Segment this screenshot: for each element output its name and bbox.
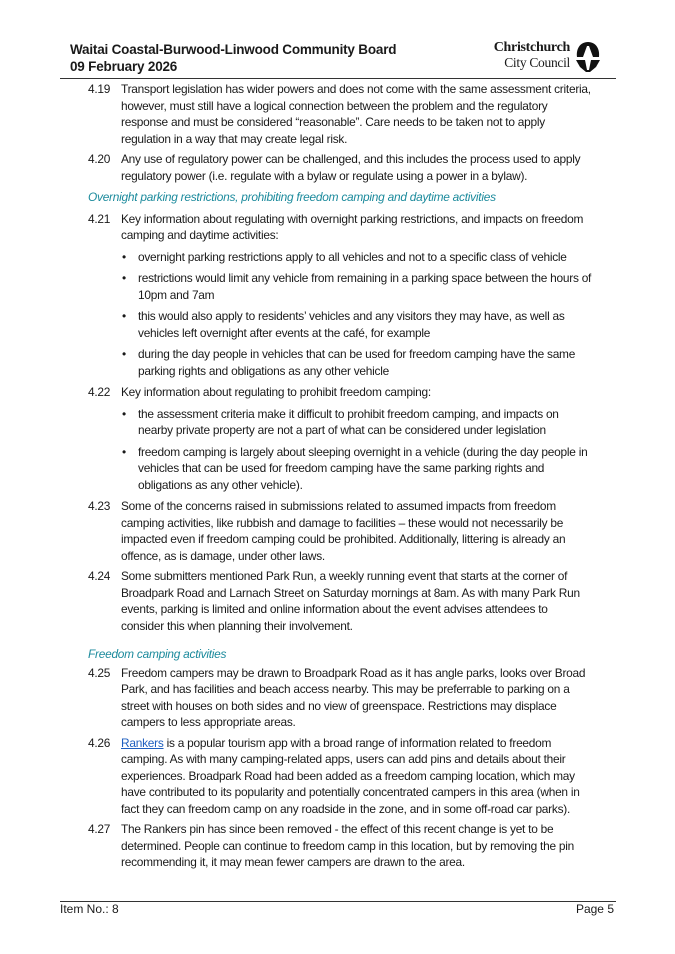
item-number: Item No.: 8 (60, 902, 119, 916)
text-line: during the day people in vehicles that can be used for freedom camping have the same (138, 347, 576, 361)
text-line: camping. As with many camping-related apps, users can add pins and details about their (121, 752, 566, 766)
logo-line2: City Council (504, 55, 570, 70)
bullet-icon: • (122, 444, 126, 459)
numbered-paragraph (88, 384, 618, 401)
bullet-item (88, 346, 618, 379)
text-line: offence, as is damage, under other laws. (121, 548, 325, 563)
paragraph-number: 4.21 (88, 211, 111, 226)
bullet-icon: • (122, 309, 126, 323)
text-line: recommending it, it may mean fewer campers are drawn to the area. (121, 855, 465, 869)
logo-line1: Christchurch (493, 40, 570, 55)
text-line: fact they can freedom camp on any roadside in the zone, and in some off-road car parks). (121, 801, 571, 816)
numbered-paragraph (88, 211, 618, 244)
text-line: obligations as any other vehicle). (138, 477, 303, 492)
text-line: Key information about regulating to prohibit freedom camping: (121, 385, 431, 399)
text-line-rest: is a popular tourism app with a broad range of information related to freedom (163, 735, 552, 750)
text-line: campers to less appropriate areas. (121, 715, 296, 729)
bullet-item (88, 308, 618, 341)
text-line: Some of the concerns raised in submissions related to assumed impacts from freedom (121, 499, 556, 513)
numbered-paragraph (88, 568, 618, 634)
text-line: impacted even if freedom camping could be prohibited. Additionally, littering is already an (121, 532, 566, 546)
bullet-icon: • (122, 271, 126, 285)
bullet-item (88, 249, 618, 266)
text-line (121, 735, 618, 752)
bullet-item (88, 270, 618, 303)
footer-rule (60, 901, 616, 902)
board-name: Waitai Coastal-Burwood-Linwood Community Board (70, 42, 397, 57)
text-line: camping activities, like rubbish and damage to facilities – these would not necessarily be (121, 515, 564, 530)
text-line: vehicles left overnight after events at the café, for example (138, 325, 431, 340)
text-line: parking rights and obligations as any other vehicle (138, 363, 389, 378)
text-line: determined. People can continue to freedom camp in this location, but by removing the pin (121, 838, 574, 853)
text-line: events, parking is limited and online information about the event advises attendees to (121, 602, 548, 616)
text-line: Some submitters mentioned Park Run, a weekly running event that starts at the corner of (121, 569, 568, 583)
text-line: overnight parking restrictions apply to all vehicles and not to a specific class of vehicle (138, 249, 567, 264)
bullet-item (88, 444, 618, 494)
header-rule (60, 78, 616, 79)
text-line: Broadpark Road and Larnach Street on Saturday mornings at 8am. As with many Park Run (121, 585, 580, 600)
text-line: experiences. Broadpark Road had been added as a freedom camping location, which may (121, 768, 575, 783)
numbered-paragraph (88, 81, 618, 147)
text-line: nearby private property are not a part of what can be considered under legislation (138, 423, 546, 437)
text-line: Freedom campers may be drawn to Broadpark Road as it has angle parks, looks over Broad (121, 665, 586, 680)
text-line: the assessment criteria make it difficult to prohibit freedom camping, and impacts on (138, 406, 559, 421)
text-line: Transport legislation has wider powers and does not come with the same assessment criteria, (121, 82, 591, 96)
text-line: The Rankers pin has since been removed - the effect of this recent change is yet to be (121, 822, 554, 836)
paragraph-number: 4.24 (88, 569, 111, 583)
bullet-icon: • (122, 249, 126, 264)
council-emblem-icon (574, 41, 602, 73)
text-line: Any use of regulatory power can be challenged, and this includes the process used to apply (121, 152, 581, 166)
text-line: have contributed to its popularity and potentially concentrated campers in this area (when in (121, 785, 580, 799)
council-logo (493, 40, 602, 74)
document-body (88, 81, 618, 875)
numbered-paragraph (88, 498, 618, 564)
rankers-link[interactable]: Rankers (121, 735, 164, 750)
bullet-icon: • (122, 347, 126, 361)
text-line: however, must still have a logical connection between the problem and the regulatory (121, 98, 548, 113)
paragraph-number: 4.25 (88, 665, 111, 680)
text-line: this would also apply to residents’ vehicles and any visitors they may have, as well as (138, 309, 565, 323)
numbered-paragraph (88, 821, 618, 871)
numbered-paragraph (88, 735, 618, 818)
text-line: Park, and has facilities and beach access nearby. This may be preferrable to parking on a (121, 682, 570, 696)
text-line: restrictions would limit any vehicle from remaining in a parking space between the hours of (138, 271, 592, 285)
paragraph-number: 4.23 (88, 499, 111, 513)
text-line: response and must be considered “reasonable”. Care needs to be taken not to apply (121, 115, 545, 129)
text-line: freedom camping is largely about sleeping overnight in a vehicle (during the day people in (138, 444, 588, 459)
paragraph-number: 4.27 (88, 822, 111, 836)
text-line: regulation in a way that may create legal risk. (121, 131, 348, 146)
meeting-date: 09 February 2026 (70, 59, 178, 74)
numbered-paragraph (88, 665, 618, 731)
text-line: 10pm and 7am (138, 287, 215, 302)
numbered-paragraph (88, 151, 618, 184)
section-heading: Freedom camping activities (88, 647, 227, 661)
text-line: Key information about regulating with overnight parking restrictions, and impacts on freedom (121, 211, 584, 226)
section-heading: Overnight parking restrictions, prohibiting freedom camping and daytime activities (88, 190, 496, 204)
text-line: vehicles that can be used for freedom camping have the same parking rights and (138, 461, 545, 475)
paragraph-number: 4.26 (88, 735, 111, 750)
text-line: camping and daytime activities: (121, 228, 279, 242)
page-number: Page 5 (575, 902, 614, 916)
bullet-icon: • (122, 406, 126, 421)
text-line: regulatory power (i.e. regulate with a bylaw or regulate using a power in a bylaw). (121, 168, 528, 183)
paragraph-number: 4.19 (88, 82, 111, 96)
paragraph-number: 4.20 (88, 152, 111, 166)
paragraph-number: 4.22 (88, 385, 111, 399)
document-header (70, 41, 396, 75)
text-line: street with houses on both sides and no view of greenspace. Restrictions may displace (121, 698, 557, 713)
text-line: consider this when planning their involvement. (121, 618, 353, 633)
bullet-item (88, 406, 618, 439)
